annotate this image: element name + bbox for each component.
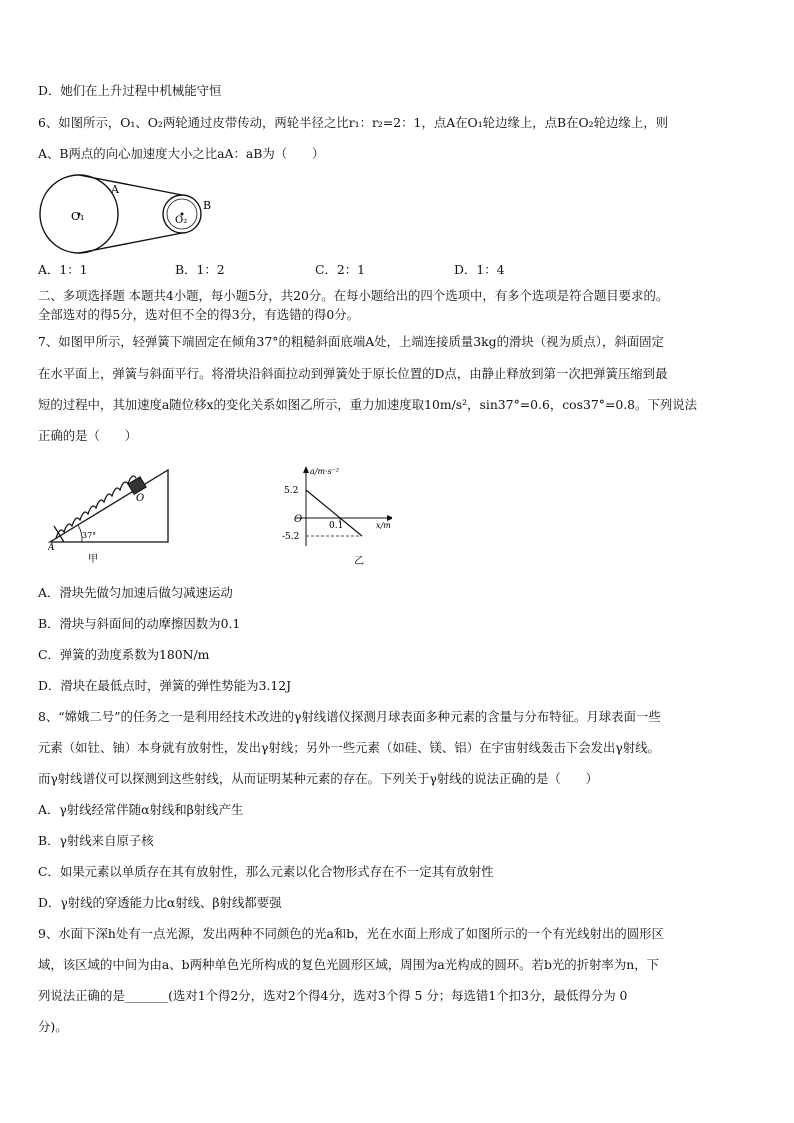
caption-jia: 甲: [88, 554, 98, 565]
q6-stem-line2: A、B两点的向心加速度大小之比aA：aB为（ ）: [38, 146, 325, 161]
q6-options: [38, 261, 760, 279]
angle-label: 37°: [82, 531, 97, 540]
q8-stem-line3: 而γ射线谱仪可以探测到这些射线，从而证明某种元素的存在。下列关于γ射线的说法正确的是（ ）: [38, 771, 598, 786]
q7-stem-line2: 在水平面上，弹簧与斜面平行。将滑块沿斜面拉动到弹簧处于原长位置的D点，由静止释放到第一次把弹簧压缩到最: [38, 366, 668, 381]
q7-option-a: A．滑块先做匀加速后做匀减速运动: [38, 585, 233, 600]
q7-stem-line4: 正确的是（ ）: [38, 428, 138, 443]
slider-block: [128, 477, 146, 494]
q8-option-d: D．γ射线的穿透能力比α射线、β射线都要强: [38, 895, 282, 910]
section2-title-line2: 全部选对的得5分，选对但不全的得3分，有选错的得0分。: [38, 307, 360, 322]
x-tick: 0.1: [329, 521, 344, 531]
y-tick-top: 5.2: [284, 486, 299, 496]
label-a: A: [111, 183, 119, 196]
q9-stem-line2: 域，该区域的中间为由a、b两种单色光所构成的复色光圆形区域，周围为a光构成的圆环。若b光的折射率为n，下: [38, 957, 659, 972]
q6-option-b: B．1：2: [175, 262, 225, 277]
q7-stem-line3: 短的过程中，其加速度a随位移x的变化关系如图乙所示，重力加速度取10m/s²，sin37°=0.6，cos37°=0.8。下列说法: [38, 397, 698, 412]
label-b: B: [203, 199, 212, 212]
q8-option-c: C．如果元素以单质存在其有放射性，那么元素以化合物形式存在不一定其有放射性: [38, 864, 494, 879]
section2-title-line1: 二、多项选择题 本题共4小题，每小题5分，共20分。在每小题给出的四个选项中，有多个选项是符合题目要求的。: [38, 288, 669, 303]
spring: [56, 476, 136, 538]
q6-stem-line1: 6、如图所示，O₁、O₂两轮通过皮带传动，两轮半径之比r₁：r₂=2：1，点A在O₁轮边缘上，点B在O₂轮边缘上，则: [38, 115, 668, 130]
q7-figure-jia: [48, 462, 198, 572]
y-tick-bottom: -5.2: [282, 532, 300, 542]
q6-option-d: D．1：4: [454, 262, 505, 277]
q8-stem-line2: 元素（如钍、铀）本身就有放射性，发出γ射线；另外一些元素（如硅、镁、铝）在宇宙射线轰击下会发出γ射线。: [38, 740, 660, 755]
q7-figure-yi: [282, 464, 392, 570]
label-o2: O₂: [175, 215, 188, 226]
q7-stem-line1: 7、如图甲所示，轻弹簧下端固定在倾角37°的粗糙斜面底端A处，上端连接质量3kg的滑块（视为质点），斜面固定: [38, 334, 664, 349]
label-a: A: [48, 543, 55, 553]
x-axis-label: x/m: [376, 521, 391, 530]
q9-stem-line3: 列说法正确的是_______(选对1个得2分，选对2个得4分，选对3个得 5 分；每选错1个扣3分，最低得分为 0: [38, 988, 628, 1003]
q7-option-d: D．滑块在最低点时，弹簧的弹性势能为3.12J: [38, 678, 292, 693]
q6-option-a: A．1：1: [38, 262, 88, 277]
q9-stem-line4: 分)。: [38, 1019, 68, 1034]
q8-option-b: B．γ射线来自原子核: [38, 833, 154, 848]
belt-top: [79, 175, 182, 195]
q6-pulley-figure: [36, 168, 216, 256]
q5-option-d: D．她们在上升过程中机械能守恒: [38, 83, 222, 98]
label-o1: O₁: [71, 210, 85, 223]
q8-option-a: A．γ射线经常伴随α射线和β射线产生: [38, 802, 244, 817]
label-o: O: [136, 493, 145, 504]
q7-option-b: B．滑块与斜面间的动摩擦因数为0.1: [38, 616, 241, 631]
caption-yi: 乙: [354, 556, 364, 567]
q7-option-c: C．弹簧的劲度系数为180N/m: [38, 647, 210, 662]
origin-label: O: [294, 514, 303, 525]
belt-bottom: [79, 233, 182, 253]
q8-stem-line1: 8、“嫦娥二号”的任务之一是利用经技术改进的γ射线谱仪探测月球表面多种元素的含量与分布特征。月球表面一些: [38, 709, 661, 724]
y-axis-label: a/m·s⁻²: [310, 467, 340, 476]
q6-option-c: C．2：1: [315, 262, 366, 277]
q9-stem-line1: 9、水面下深h处有一点光源，发出两种不同颜色的光a和b，光在水面上形成了如图所示的一个有光线射出的圆形区: [38, 926, 664, 941]
incline: [50, 470, 168, 542]
